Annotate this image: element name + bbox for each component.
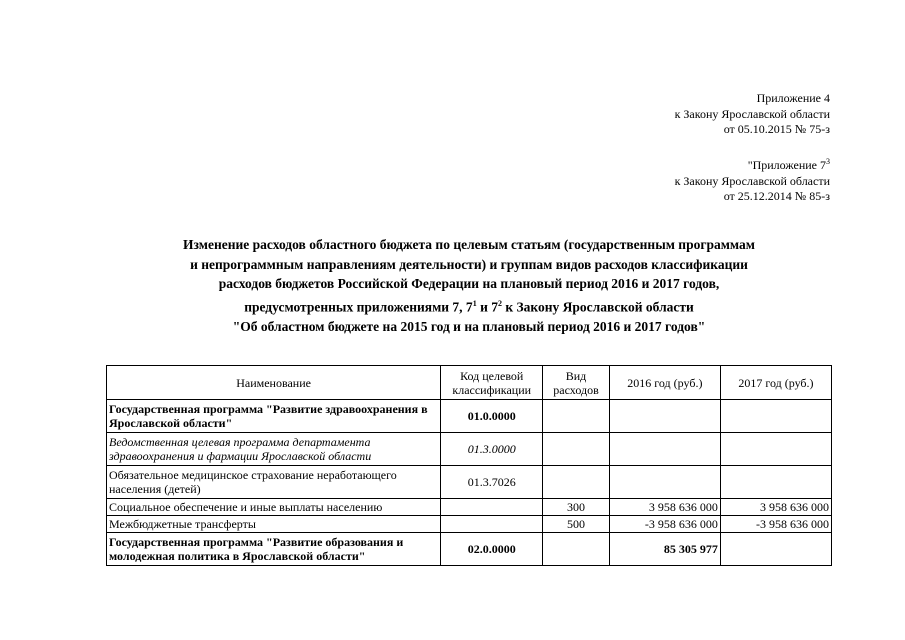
row-type: 500 [543, 516, 610, 533]
row-type [543, 400, 610, 433]
row-code: 01.0.0000 [441, 400, 543, 433]
row-2016: 85 305 977 [609, 533, 720, 566]
header-type: Вид расходов [543, 366, 610, 400]
row-name: Обязательное медицинское страхование неработающего населения (детей) [107, 466, 441, 499]
table-row [107, 533, 832, 566]
appendix-current-line3: от 05.10.2015 № 75-з [723, 122, 830, 136]
row-2017 [720, 400, 831, 433]
title-line1: Изменение расходов областного бюджета по целевым статьям (государственным программам [183, 237, 755, 252]
row-code: 02.0.0000 [441, 533, 543, 566]
table-header-row [107, 366, 832, 400]
table-row [107, 433, 832, 466]
title-line5: "Об областном бюджете на 2015 год и на плановый период 2016 и 2017 годов" [232, 318, 706, 334]
row-2017 [720, 433, 831, 466]
header-2017: 2017 год (руб.) [720, 366, 831, 400]
row-type [543, 466, 610, 499]
row-code: 01.3.0000 [441, 433, 543, 466]
appendix-amended-line2: к Закону Ярославской области [674, 173, 830, 188]
row-2017: 3 958 636 000 [720, 499, 831, 516]
row-2016: -3 958 636 000 [609, 516, 720, 533]
row-2017: -3 958 636 000 [720, 516, 831, 533]
title-line2: и непрограммным направлениям деятельности) и группам видов расходов классификации [190, 256, 748, 272]
row-2016 [609, 433, 720, 466]
row-name: Государственная программа "Развитие образования и молодежная политика в Ярославской области" [107, 533, 441, 566]
row-type [543, 433, 610, 466]
row-name: Межбюджетные трансферты [107, 516, 441, 533]
row-code [441, 516, 543, 533]
row-2016: 3 958 636 000 [609, 499, 720, 516]
row-name: Государственная программа "Развитие здравоохранения в Ярославской области" [107, 400, 441, 433]
appendix-amended-line1: "Приложение $7^3$ [747, 157, 830, 172]
title-line4: предусмотренных приложениями 7, $7^1$ и $7^2$ к Закону Ярославской области [244, 298, 694, 314]
row-2017 [720, 466, 831, 499]
appendix-current-line2: к Закону Ярославской области [674, 106, 830, 121]
row-type: 300 [543, 499, 610, 516]
row-name: Ведомственная целевая программа департамента здравоохранения и фармации Ярославской области [107, 433, 441, 466]
table-row [107, 400, 832, 433]
budget-table [106, 365, 832, 566]
appendix-current-block [675, 91, 830, 138]
appendix-amended-block [675, 154, 830, 205]
row-code: 01.3.7026 [441, 466, 543, 499]
row-2016 [609, 466, 720, 499]
appendix-amended-line3: от 25.12.2014 № 85-з [723, 189, 830, 203]
row-2017 [720, 533, 831, 566]
document-title [106, 235, 832, 336]
header-2016: 2016 год (руб.) [609, 366, 720, 400]
header-name: Наименование [107, 366, 441, 400]
row-2016 [609, 400, 720, 433]
table-row [107, 499, 832, 516]
table-row [107, 466, 832, 499]
header-code: Код целевой классификации [441, 366, 543, 400]
table-row [107, 516, 832, 533]
title-line3: расходов бюджетов Российской Федерации на плановый период 2016 и 2017 годов, [218, 276, 720, 291]
row-name: Социальное обеспечение и иные выплаты населению [107, 499, 441, 516]
row-type [543, 533, 610, 566]
appendix-current-line1: Приложение 4 [756, 91, 830, 105]
row-code [441, 499, 543, 516]
